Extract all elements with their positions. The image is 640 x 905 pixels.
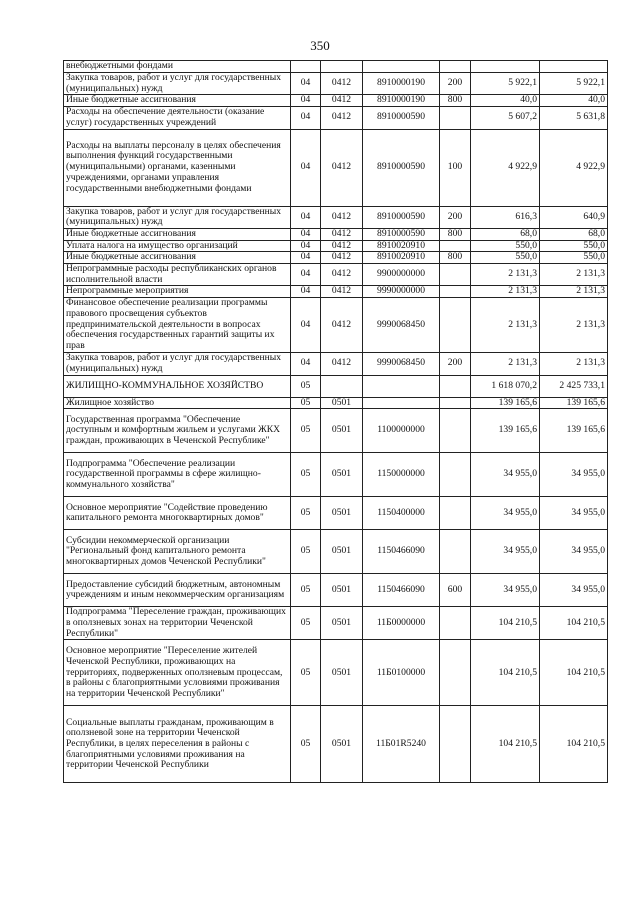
page-number: 350 (310, 38, 330, 53)
table-row (64, 706, 608, 783)
table-row (64, 353, 608, 375)
row-subsection-code: 0501 (321, 640, 363, 706)
row-amount-year-2: 34 955,0 (540, 574, 608, 607)
row-program-code (363, 375, 440, 397)
table-row (64, 252, 608, 264)
row-section-code: 05 (291, 607, 321, 640)
table-row (64, 298, 608, 353)
row-amount-year-2: 139 165,6 (540, 397, 608, 409)
row-amount-year-1: 104 210,5 (471, 607, 540, 640)
row-program-code: 1150466090 (363, 530, 440, 574)
table-row (64, 264, 608, 286)
row-subsection-code: 0501 (321, 453, 363, 497)
row-section-code: 04 (291, 286, 321, 298)
table-row (64, 530, 608, 574)
row-subsection-code: 0412 (321, 286, 363, 298)
row-section-code: 04 (291, 107, 321, 129)
row-section-code: 05 (291, 574, 321, 607)
row-section-code: 04 (291, 228, 321, 240)
row-expense-type-code (440, 397, 471, 409)
row-name: Расходы на выплаты персоналу в целях обеспечения выполнения функций государственными (муниципальными) органами, казенными учреждениями, органами управления государственными внебюджетными фондами (64, 129, 291, 206)
row-subsection-code (321, 61, 363, 73)
row-name: Предоставление субсидий бюджетным, автономным учреждениям и иным некоммерческим организациям (64, 574, 291, 607)
row-amount-year-2: 2 131,3 (540, 286, 608, 298)
row-expense-type-code (440, 453, 471, 497)
row-program-code: 9990068450 (363, 298, 440, 353)
row-expense-type-code: 800 (440, 95, 471, 107)
row-name: Закупка товаров, работ и услуг для государственных (муниципальных) нужд (64, 73, 291, 95)
row-subsection-code: 0501 (321, 574, 363, 607)
row-amount-year-2: 550,0 (540, 240, 608, 252)
row-section-code: 04 (291, 206, 321, 228)
row-amount-year-1: 616,3 (471, 206, 540, 228)
row-name: Иные бюджетные ассигнования (64, 252, 291, 264)
row-subsection-code: 0412 (321, 264, 363, 286)
row-amount-year-1: 4 922,9 (471, 129, 540, 206)
row-amount-year-2: 2 131,3 (540, 353, 608, 375)
row-subsection-code: 0412 (321, 129, 363, 206)
row-expense-type-code (440, 264, 471, 286)
row-amount-year-1: 40,0 (471, 95, 540, 107)
row-program-code: 8910000590 (363, 206, 440, 228)
row-expense-type-code (440, 497, 471, 530)
row-expense-type-code: 100 (440, 129, 471, 206)
row-expense-type-code (440, 286, 471, 298)
row-amount-year-2: 40,0 (540, 95, 608, 107)
row-program-code: 8910000590 (363, 129, 440, 206)
row-section-code: 04 (291, 129, 321, 206)
row-amount-year-1: 2 131,3 (471, 264, 540, 286)
row-name: Непрограммные мероприятия (64, 286, 291, 298)
row-section-code (291, 61, 321, 73)
row-name: внебюджетными фондами (64, 61, 291, 73)
row-amount-year-1: 1 618 070,2 (471, 375, 540, 397)
row-name: Расходы на обеспечение деятельности (оказание услуг) государственных учреждений (64, 107, 291, 129)
row-amount-year-1: 34 955,0 (471, 530, 540, 574)
row-amount-year-2: 34 955,0 (540, 497, 608, 530)
row-program-code: 8910020910 (363, 252, 440, 264)
table-row (64, 574, 608, 607)
row-name: Уплата налога на имущество организаций (64, 240, 291, 252)
row-amount-year-2: 104 210,5 (540, 607, 608, 640)
table-row (64, 61, 608, 73)
row-expense-type-code: 200 (440, 73, 471, 95)
table-row (64, 397, 608, 409)
row-amount-year-2: 5 631,8 (540, 107, 608, 129)
row-section-code: 04 (291, 240, 321, 252)
row-expense-type-code (440, 706, 471, 783)
row-subsection-code: 0501 (321, 607, 363, 640)
row-section-code: 05 (291, 397, 321, 409)
row-section-code: 04 (291, 95, 321, 107)
row-expense-type-code: 600 (440, 574, 471, 607)
row-section-code: 04 (291, 73, 321, 95)
row-name: Финансовое обеспечение реализации программы правового просвещения субъектов предпринимательской деятельности в вопросах обеспечения государственных гарантий защиты их прав (64, 298, 291, 353)
row-program-code: 8910000590 (363, 228, 440, 240)
table-row (64, 206, 608, 228)
row-amount-year-2: 34 955,0 (540, 453, 608, 497)
row-amount-year-2: 2 131,3 (540, 264, 608, 286)
row-subsection-code: 0412 (321, 252, 363, 264)
row-section-code: 05 (291, 530, 321, 574)
row-program-code: 8910000590 (363, 107, 440, 129)
row-amount-year-1: 104 210,5 (471, 706, 540, 783)
table-row (64, 107, 608, 129)
table-row (64, 240, 608, 252)
row-amount-year-2 (540, 61, 608, 73)
row-program-code: 1150400000 (363, 497, 440, 530)
table-row (64, 129, 608, 206)
row-section-code: 05 (291, 375, 321, 397)
row-section-code: 04 (291, 264, 321, 286)
row-section-code: 04 (291, 353, 321, 375)
row-name: Основное мероприятие "Содействие проведению капитального ремонта многоквартирных домов" (64, 497, 291, 530)
table-row (64, 453, 608, 497)
row-name: Закупка товаров, работ и услуг для государственных (муниципальных) нужд (64, 353, 291, 375)
row-name: Жилищное хозяйство (64, 397, 291, 409)
table-row (64, 228, 608, 240)
row-amount-year-1: 2 131,3 (471, 353, 540, 375)
row-amount-year-2: 34 955,0 (540, 530, 608, 574)
row-name: Государственная программа "Обеспечение доступным и комфортным жильем и услугами ЖКХ граждан, проживающих в Чеченской Республике" (64, 409, 291, 453)
row-section-code: 05 (291, 640, 321, 706)
row-name: Основное мероприятие "Переселение жителей Чеченской Республики, проживающих на территориях, подверженных оползневым процессам, в районы с благоприятными условиями проживания на территории Чеченской Республики" (64, 640, 291, 706)
row-program-code: 9990068450 (363, 353, 440, 375)
row-program-code: 11Б0100000 (363, 640, 440, 706)
row-section-code: 05 (291, 706, 321, 783)
row-program-code: 9990000000 (363, 286, 440, 298)
table-row (64, 607, 608, 640)
row-subsection-code: 0412 (321, 206, 363, 228)
budget-table-body (64, 61, 608, 783)
row-program-code: 8910000190 (363, 95, 440, 107)
row-program-code (363, 61, 440, 73)
row-subsection-code: 0412 (321, 353, 363, 375)
row-amount-year-1: 34 955,0 (471, 497, 540, 530)
row-expense-type-code (440, 409, 471, 453)
table-row (64, 73, 608, 95)
row-name: Подпрограмма "Обеспечение реализации государственной программы в сфере жилищно-коммунального хозяйства" (64, 453, 291, 497)
row-subsection-code: 0412 (321, 107, 363, 129)
row-expense-type-code (440, 240, 471, 252)
row-expense-type-code (440, 530, 471, 574)
row-section-code: 04 (291, 252, 321, 264)
row-amount-year-1: 104 210,5 (471, 640, 540, 706)
row-expense-type-code: 200 (440, 353, 471, 375)
row-expense-type-code (440, 640, 471, 706)
table-row (64, 497, 608, 530)
row-amount-year-2: 4 922,9 (540, 129, 608, 206)
row-program-code: 1150000000 (363, 453, 440, 497)
row-expense-type-code: 800 (440, 228, 471, 240)
row-amount-year-2: 2 131,3 (540, 298, 608, 353)
row-name: Непрограммные расходы республиканских органов исполнительной власти (64, 264, 291, 286)
row-amount-year-1: 5 607,2 (471, 107, 540, 129)
row-subsection-code: 0501 (321, 706, 363, 783)
row-program-code: 9900000000 (363, 264, 440, 286)
table-row (64, 640, 608, 706)
row-amount-year-2: 5 922,1 (540, 73, 608, 95)
table-row (64, 375, 608, 397)
row-amount-year-1: 550,0 (471, 252, 540, 264)
row-name: ЖИЛИЩНО-КОММУНАЛЬНОЕ ХОЗЯЙСТВО (64, 375, 291, 397)
row-amount-year-1: 139 165,6 (471, 409, 540, 453)
row-subsection-code: 0501 (321, 530, 363, 574)
row-name: Подпрограмма "Переселение граждан, проживающих в оползневых зонах на территории Чеченской Республики" (64, 607, 291, 640)
row-amount-year-1: 550,0 (471, 240, 540, 252)
row-subsection-code: 0501 (321, 397, 363, 409)
table-row (64, 286, 608, 298)
row-program-code: 8910020910 (363, 240, 440, 252)
row-expense-type-code (440, 61, 471, 73)
row-subsection-code (321, 375, 363, 397)
row-expense-type-code (440, 298, 471, 353)
row-amount-year-2: 2 425 733,1 (540, 375, 608, 397)
row-amount-year-2: 68,0 (540, 228, 608, 240)
row-amount-year-2: 550,0 (540, 252, 608, 264)
row-expense-type-code: 800 (440, 252, 471, 264)
row-program-code (363, 397, 440, 409)
row-amount-year-1: 34 955,0 (471, 453, 540, 497)
row-amount-year-2: 104 210,5 (540, 640, 608, 706)
row-subsection-code: 0412 (321, 298, 363, 353)
row-amount-year-1: 5 922,1 (471, 73, 540, 95)
budget-table (63, 60, 608, 783)
row-program-code: 1150466090 (363, 574, 440, 607)
row-subsection-code: 0412 (321, 228, 363, 240)
row-amount-year-2: 640,9 (540, 206, 608, 228)
row-program-code: 11Б01R5240 (363, 706, 440, 783)
table-row (64, 95, 608, 107)
row-subsection-code: 0412 (321, 240, 363, 252)
row-program-code: 8910000190 (363, 73, 440, 95)
row-subsection-code: 0412 (321, 73, 363, 95)
row-name: Иные бюджетные ассигнования (64, 95, 291, 107)
row-expense-type-code (440, 607, 471, 640)
row-name: Субсидии некоммерческой организации "Региональный фонд капитального ремонта многоквартирных домов Чеченской Республики" (64, 530, 291, 574)
row-amount-year-1: 2 131,3 (471, 286, 540, 298)
row-amount-year-2: 139 165,6 (540, 409, 608, 453)
row-subsection-code: 0412 (321, 95, 363, 107)
row-name: Закупка товаров, работ и услуг для государственных (муниципальных) нужд (64, 206, 291, 228)
row-subsection-code: 0501 (321, 409, 363, 453)
row-section-code: 05 (291, 497, 321, 530)
row-section-code: 05 (291, 453, 321, 497)
row-section-code: 04 (291, 298, 321, 353)
row-expense-type-code: 200 (440, 206, 471, 228)
row-amount-year-1: 34 955,0 (471, 574, 540, 607)
row-amount-year-1: 139 165,6 (471, 397, 540, 409)
row-expense-type-code (440, 107, 471, 129)
row-section-code: 05 (291, 409, 321, 453)
row-program-code: 11Б0000000 (363, 607, 440, 640)
row-program-code: 1100000000 (363, 409, 440, 453)
table-row (64, 409, 608, 453)
row-subsection-code: 0501 (321, 497, 363, 530)
row-name: Социальные выплаты гражданам, проживающим в оползневой зоне на территории Чеченской Республики, в целях переселения в районы с благоприятными условиями проживания на территории Чеченской Республики (64, 706, 291, 783)
row-name: Иные бюджетные ассигнования (64, 228, 291, 240)
row-expense-type-code (440, 375, 471, 397)
row-amount-year-2: 104 210,5 (540, 706, 608, 783)
row-amount-year-1: 68,0 (471, 228, 540, 240)
row-amount-year-1 (471, 61, 540, 73)
row-amount-year-1: 2 131,3 (471, 298, 540, 353)
